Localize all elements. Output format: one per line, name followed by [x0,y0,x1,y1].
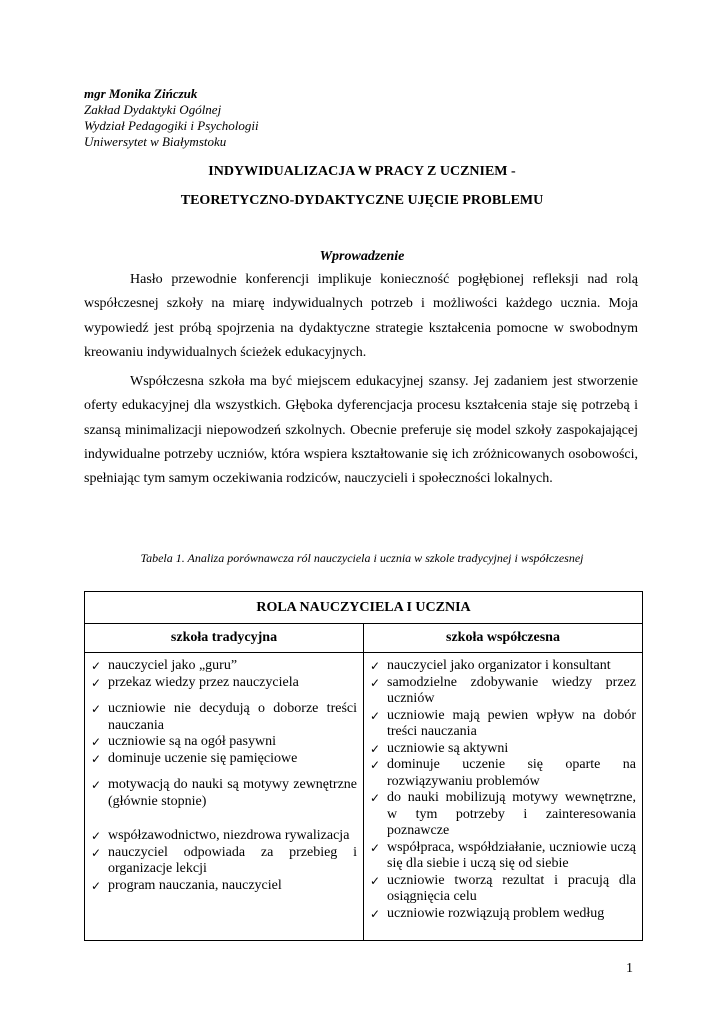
check-mark-icon: ✓ [91,659,102,673]
traditional-column [85,653,364,941]
list-item: ✓ uczniowie mają pewien wpływ na dobór treści nauczania [370,707,636,739]
list-item: ✓ samodzielne zdobywanie wiedzy przez uczniów [370,674,636,706]
check-mark-icon: ✓ [370,791,381,805]
title-line-2: TEORETYCZNO-DYDAKTYCZNE UJĘCIE PROBLEMU [180,193,544,208]
check-mark-icon: ✓ [91,845,102,860]
check-mark-icon: ✓ [91,702,102,716]
check-mark-icon: ✓ [370,758,381,772]
check-mark-icon: ✓ [370,708,381,723]
list-item: ✓ uczniowie są aktywni [370,740,509,756]
check-mark-icon: ✓ [91,751,102,766]
list-item: ✓ motywacją do nauki są motywy zewnętrzne (głównie stopnie) [91,777,357,809]
column-header-modern: szkoła współczesna [364,624,643,653]
list-item: ✓ do nauki mobilizują motywy wewnętrzne, w tym potrzeby i zainteresowania poznawcze [370,790,636,838]
list-item: ✓ przekaz wiedzy przez nauczyciela [91,674,299,690]
paragraph-1: Hasło przewodnie konferencji implikuje konieczność pogłębionej refleksji nad rolą współczesnej szkoły na miarę indywidualnych potrzeb i możliwości każdego ucznia. Moja wypowiedź jest próbą spojrzenia na dydaktyczne strategie kształcenia pomocne w swobodnym kreowaniu indywidualnych ścieżek edukacyjnych. [84,272,638,360]
list-item: ✓ nauczyciel jako organizator i konsultant [370,658,611,673]
list-item: ✓ współpraca, współdziałanie, uczniowie uczą się dla siebie i uczą się od siebie [370,839,636,871]
check-mark-icon: ✓ [91,735,102,749]
check-mark-icon: ✓ [370,659,381,673]
list-item: ✓ program nauczania, nauczyciel [91,877,282,893]
author-block [84,86,259,150]
paragraph-2: Współczesna szkoła ma być miejscem edukacyjnej szansy. Jej zadaniem jest stworzenie oferty edukacyjnej dla wszystkich. Głęboka dyferencjacja procesu kształcenia staje się potrzebą i szansą minimalizacji niepowodzeń szkolnych. Obecnie preferuje się model szkoły zaspokajającej indywidualne potrzeby uczniów, która wspiera kształtowanie się ich zróżnicowanych osobowości, spełniając tym samym oczekiwania rodziców, nauczycieli i społeczności lokalnych. [84,374,638,487]
check-mark-icon: ✓ [370,873,381,888]
list-item: ✓ współzawodnictwo, niezdrowa rywalizacja [91,828,350,843]
author-faculty: Wydział Pedagogiki i Psychologii [84,118,259,133]
list-item: ✓ uczniowie są na ogół pasywni [91,734,276,749]
title-line-1: INDYWIDUALIZACJA W PRACY Z UCZNIEM - [208,164,516,179]
check-mark-icon: ✓ [370,741,381,756]
list-item: ✓ uczniowie nie decydują o doborze treści nauczania [91,701,357,733]
author-name: mgr Monika Zińczuk [84,86,198,101]
author-university: Uniwersytet w Białymstoku [84,134,227,149]
list-item: ✓ nauczyciel odpowiada za przebieg i organizacje lekcji [91,844,357,876]
list-item: ✓ dominuje uczenie się oparte na rozwiązywaniu problemów [370,757,636,789]
modern-column [364,653,643,941]
check-mark-icon: ✓ [370,840,381,855]
author-department: Zakład Dydaktyki Ogólnej [84,102,222,117]
list-item: ✓ uczniowie rozwiązują problem według [370,905,605,921]
page-number: 1 [626,961,633,976]
section-heading: Wprowadzenie [319,249,405,264]
check-mark-icon: ✓ [370,906,381,921]
table-caption: Tabela 1. Analiza porównawcza ról nauczyciela i ucznia w szkole tradycyjnej i współczesnej [140,551,584,565]
check-mark-icon: ✓ [91,778,102,792]
check-mark-icon: ✓ [370,675,381,690]
check-mark-icon: ✓ [91,675,102,690]
table-header: ROLA NAUCZYCIELA I UCZNIA [85,592,643,624]
check-mark-icon: ✓ [91,878,102,893]
column-header-traditional: szkoła tradycyjna [85,624,364,653]
roles-table [84,591,643,941]
list-item: ✓ uczniowie tworzą rezultat i pracują dla osiągnięcia celu [370,872,636,904]
list-item: ✓ dominuje uczenie się pamięciowe [91,750,298,766]
list-item: ✓ nauczyciel jako „guru” [91,658,238,673]
check-mark-icon: ✓ [91,829,102,843]
